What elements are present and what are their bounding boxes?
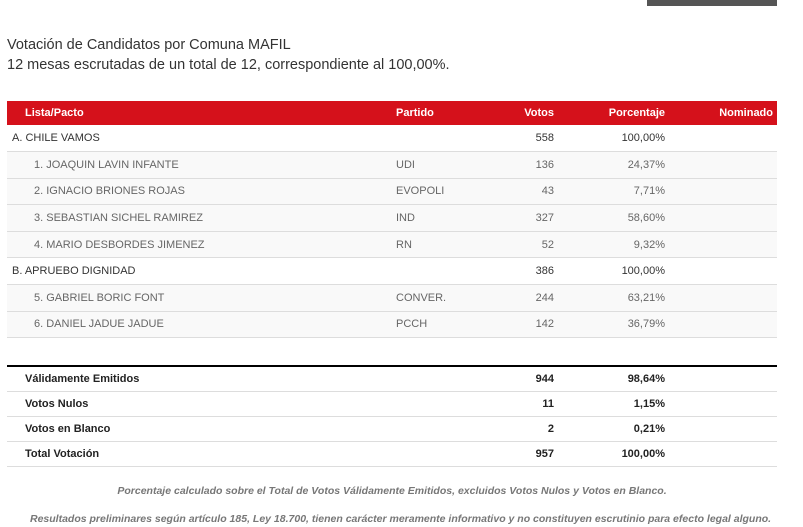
cell-party: EVOPOLI xyxy=(396,178,506,205)
top-tab-bar[interactable] xyxy=(647,0,777,6)
summary-votes: 944 xyxy=(535,373,554,385)
summary-label: Votos Nulos xyxy=(25,398,89,410)
cell-nominado xyxy=(665,125,777,152)
summary-label: Votos en Blanco xyxy=(25,423,111,435)
header-porcentaje: Porcentaje xyxy=(608,107,665,119)
summary-label: Total Votación xyxy=(25,448,100,460)
candidate-row xyxy=(7,285,777,312)
cell-name: 5. GABRIEL BORIC FONT xyxy=(7,285,396,312)
cell-party: IND xyxy=(396,205,506,232)
cell-votes: 43 xyxy=(506,178,554,205)
cell-name: A. CHILE VAMOS xyxy=(7,125,396,152)
cell-percentage: 24,37% xyxy=(554,152,665,179)
results-body xyxy=(7,125,777,338)
candidate-row xyxy=(7,311,777,338)
header-partido: Partido xyxy=(396,107,434,119)
cell-percentage: 63,21% xyxy=(554,285,665,312)
cell-party: PCCH xyxy=(396,311,506,338)
cell-party: CONVER. xyxy=(396,285,506,312)
cell-nominado xyxy=(665,152,777,179)
summary-votes: 957 xyxy=(535,448,554,460)
page-title: Votación de Candidatos por Comuna MAFIL xyxy=(7,37,291,53)
cell-votes: 142 xyxy=(506,311,554,338)
summary-row xyxy=(7,367,777,392)
summary-row xyxy=(7,442,777,467)
candidate-row xyxy=(7,178,777,205)
preliminary-note: Resultados preliminares según artículo 185, Ley 18.700, tienen carácter meramente informativo y no constituyen escrutinio para efecto legal alguno. xyxy=(30,513,772,525)
summary-percentage: 1,15% xyxy=(633,398,665,410)
cell-name: B. APRUEBO DIGNIDAD xyxy=(7,258,396,285)
summary-percentage: 0,21% xyxy=(633,423,665,435)
summary-row xyxy=(7,417,777,442)
pact-row xyxy=(7,125,777,152)
cell-percentage: 36,79% xyxy=(554,311,665,338)
cell-percentage: 9,32% xyxy=(554,231,665,258)
percentage-note: Porcentaje calculado sobre el Total de Votos Válidamente Emitidos, excluidos Votos Nulos y Votos en Blanco. xyxy=(117,485,667,497)
cell-votes: 244 xyxy=(506,285,554,312)
cell-votes: 52 xyxy=(506,231,554,258)
cell-nominado xyxy=(665,231,777,258)
summary-percentage: 100,00% xyxy=(621,448,665,460)
cell-percentage: 7,71% xyxy=(554,178,665,205)
summary-label: Válidamente Emitidos xyxy=(25,373,140,385)
cell-name: 2. IGNACIO BRIONES ROJAS xyxy=(7,178,396,205)
cell-party: UDI xyxy=(396,152,506,179)
vote-summary xyxy=(7,365,777,467)
cell-name: 4. MARIO DESBORDES JIMENEZ xyxy=(7,231,396,258)
summary-votes: 2 xyxy=(547,423,554,435)
results-heading xyxy=(7,35,450,75)
cell-nominado xyxy=(665,258,777,285)
cell-party: RN xyxy=(396,231,506,258)
header-votos: Votos xyxy=(524,107,554,119)
cell-nominado xyxy=(665,178,777,205)
cell-name: 3. SEBASTIAN SICHEL RAMIREZ xyxy=(7,205,396,232)
cell-nominado xyxy=(665,205,777,232)
cell-votes: 558 xyxy=(506,125,554,152)
pact-row xyxy=(7,258,777,285)
cell-name: 6. DANIEL JADUE JADUE xyxy=(7,311,396,338)
cell-percentage: 100,00% xyxy=(554,125,665,152)
page-subtitle: 12 mesas escrutadas de un total de 12, correspondiente al 100,00%. xyxy=(7,57,450,73)
candidate-row xyxy=(7,205,777,232)
header-lista-pacto: Lista/Pacto xyxy=(25,107,84,119)
summary-percentage: 98,64% xyxy=(627,373,665,385)
cell-votes: 327 xyxy=(506,205,554,232)
header-nominado: Nominado xyxy=(719,107,773,119)
cell-votes: 386 xyxy=(506,258,554,285)
candidate-row xyxy=(7,231,777,258)
cell-percentage: 58,60% xyxy=(554,205,665,232)
cell-name: 1. JOAQUIN LAVIN INFANTE xyxy=(7,152,396,179)
candidate-row xyxy=(7,152,777,179)
cell-nominado xyxy=(665,311,777,338)
cell-percentage: 100,00% xyxy=(554,258,665,285)
table-header-row xyxy=(7,101,777,125)
cell-party xyxy=(396,258,506,285)
cell-party xyxy=(396,125,506,152)
cell-nominado xyxy=(665,285,777,312)
summary-row xyxy=(7,392,777,417)
results-table xyxy=(7,101,777,338)
summary-votes: 11 xyxy=(542,398,554,410)
cell-votes: 136 xyxy=(506,152,554,179)
